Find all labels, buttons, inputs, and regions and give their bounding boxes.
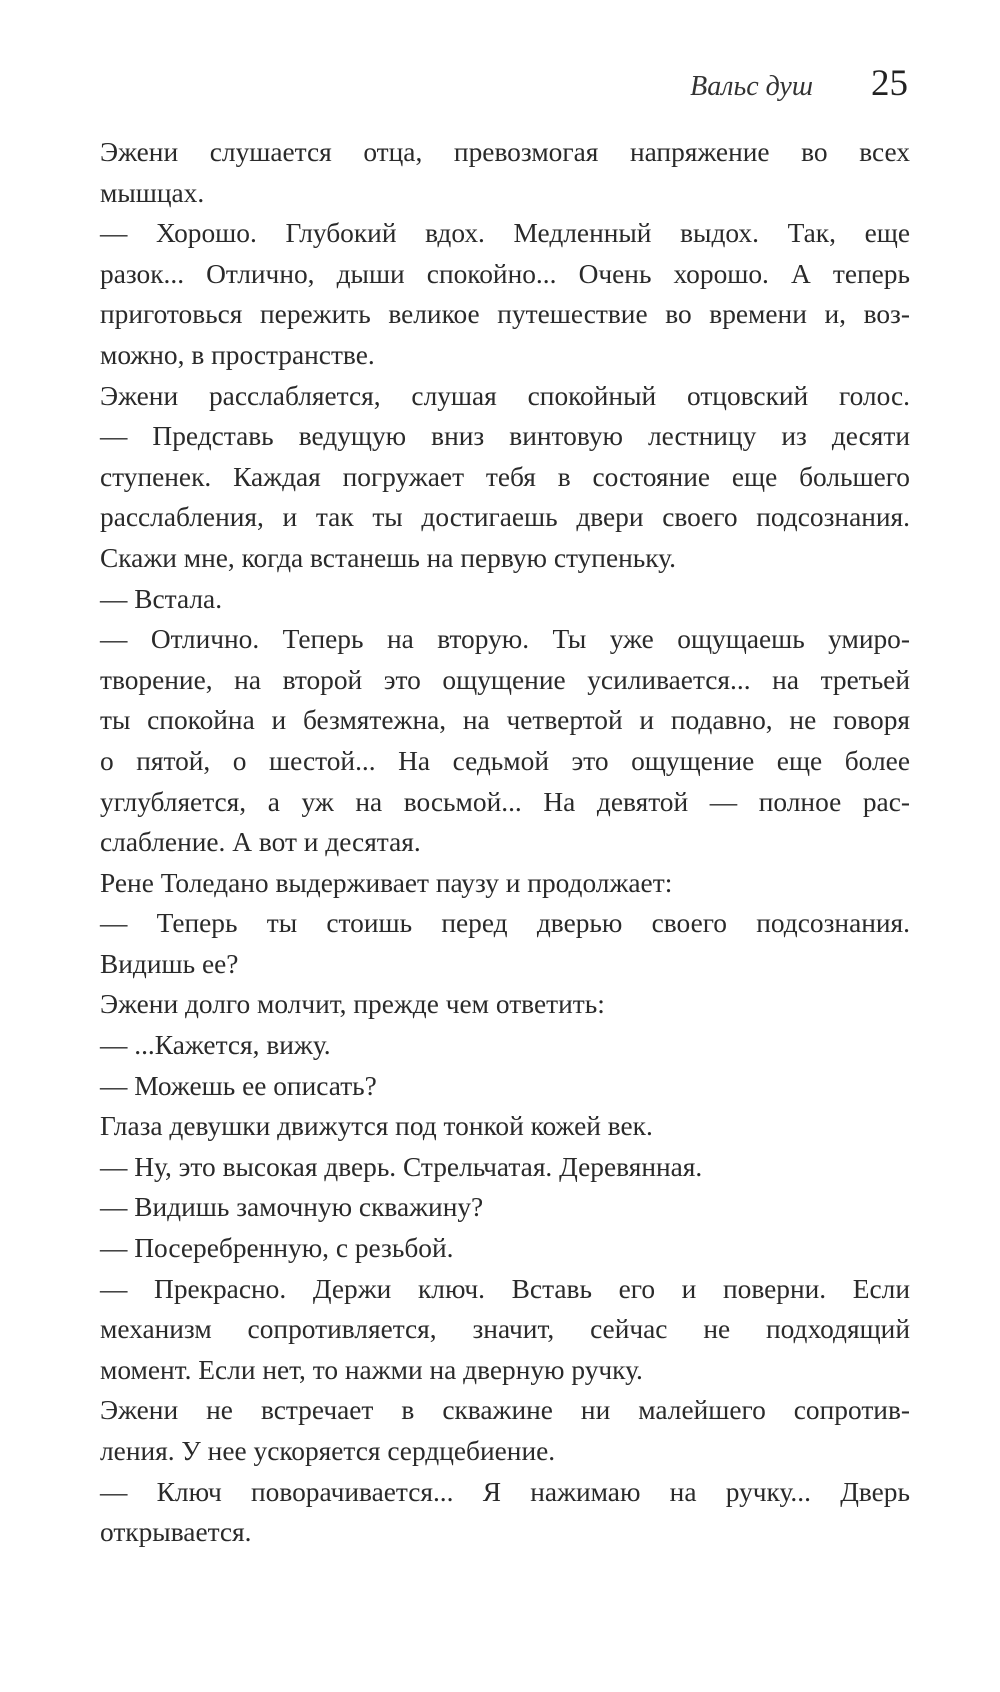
page-number: 25 [871,63,908,104]
text-line: — Можешь ее описать? [100,1070,377,1101]
text-line: разок... Отлично, дыши спокойно... Очень хорошо. А теперь [100,258,910,289]
text-line: мышцах. [100,177,205,208]
text-line: Скажи мне, когда встанешь на первую ступеньку. [100,542,676,573]
text-line: — Прекрасно. Держи ключ. Вставь его и поверни. Если [100,1273,910,1304]
text-line: Видишь ее? [100,948,239,979]
text-line: момент. Если нет, то нажми на дверную ручку. [100,1354,643,1385]
text-line: открывается. [100,1517,252,1548]
body-text [100,132,910,1553]
text-line: ступенек. Каждая погружает тебя в состояние еще большего [100,461,910,492]
text-line: Эжени расслабляется, слушая спокойный отцовский голос. [100,380,910,411]
text-line: — Ключ поворачивается... Я нажимаю на ручку... Дверь [100,1476,910,1507]
text-line: ления. У нее ускоряется сердцебиение. [100,1436,556,1466]
text-line: Рене Толедано выдерживает паузу и продолжает: [100,867,673,898]
text-line: — Ну, это высокая дверь. Стрельчатая. Деревянная. [100,1151,703,1182]
text-line: — Видишь замочную скважину? [100,1192,484,1223]
text-line: Глаза девушки движутся под тонкой кожей век. [100,1111,653,1142]
text-line: о пятой, о шестой... На седьмой это ощущение еще более [100,745,910,776]
text-line: слабление. А вот и десятая. [100,827,421,858]
text-line: углубляется, а уж на восьмой... На девятой — полное рас- [100,786,910,817]
text-line: ты спокойна и безмятежна, на четвертой и подавно, не говоря [100,705,910,736]
text-line: можно, в пространстве. [100,339,375,370]
text-line: приготовься пережить великое путешествие во времени и, воз- [100,299,910,330]
text-line: Эжени слушается отца, превозмогая напряжение во всех [100,137,910,167]
text-line: Эжени не встречает в скважине ни малейшего сопротив- [100,1395,910,1426]
text-line: — Хорошо. Глубокий вдох. Медленный выдох. Так, еще [100,218,910,249]
text-line: расслабления, и так ты достигаешь двери своего подсознания. [100,502,910,533]
text-line: — Теперь ты стоишь перед дверью своего подсознания. [100,908,910,939]
text-line: Эжени долго молчит, прежде чем ответить: [100,989,605,1020]
text-line: механизм сопротивляется, значит, сейчас не подходящий [100,1314,910,1345]
text-line: — Встала. [100,583,223,614]
text-line: — Посеребренную, с резьбой. [100,1233,454,1264]
page-header [690,62,908,105]
text-line: — Представь ведущую вниз винтовую лестницу из десяти [100,421,910,452]
running-title: Вальс душ [690,71,813,102]
text-line: творение, на второй это ощущение усиливается... на третьей [100,664,910,695]
text-line: — ...Кажется, вижу. [100,1030,331,1061]
text-line: — Отлично. Теперь на вторую. Ты уже ощущаешь умиро- [100,624,910,655]
